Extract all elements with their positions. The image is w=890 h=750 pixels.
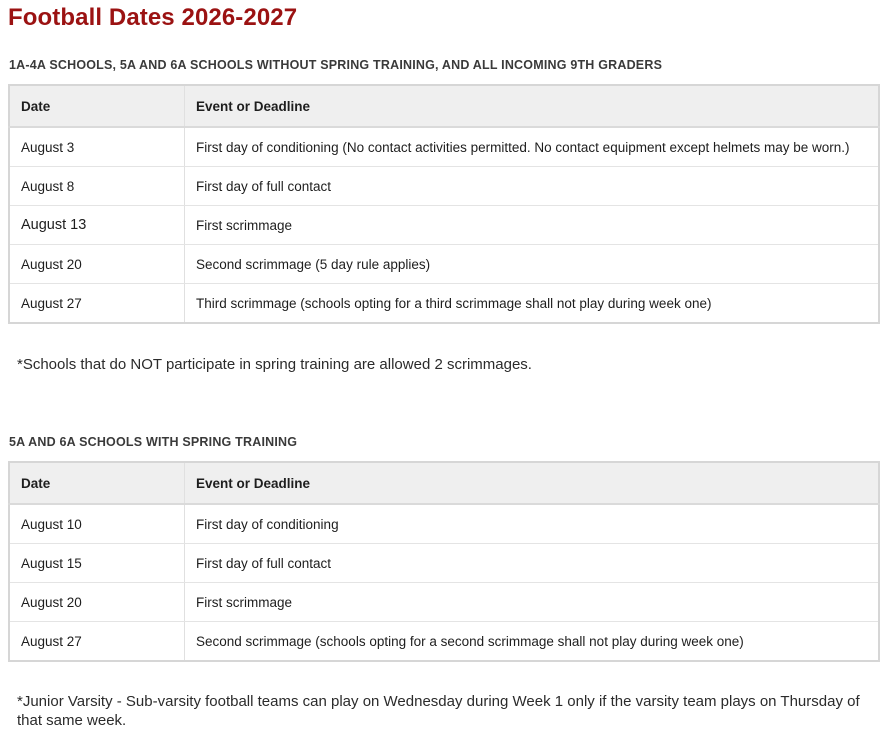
date-cell: August 15 — [9, 544, 185, 583]
event-cell: First day of conditioning — [185, 504, 880, 544]
date-cell: August 20 — [9, 583, 185, 622]
table-header-row — [9, 85, 879, 127]
table-header-row — [9, 462, 879, 504]
table-row — [9, 622, 879, 662]
table-row — [9, 127, 879, 167]
column-header-date: Date — [9, 462, 185, 504]
date-cell: August 10 — [9, 504, 185, 544]
table-row — [9, 583, 879, 622]
event-cell: Third scrimmage (schools opting for a third scrimmage shall not play during week one) — [196, 295, 712, 311]
event-cell: First day of full contact — [185, 167, 880, 206]
section-1-footnote: *Schools that do NOT participate in spring training are allowed 2 scrimmages. — [17, 356, 532, 373]
table-row — [9, 206, 879, 245]
page-title: Football Dates 2026-2027 — [8, 4, 298, 31]
date-cell: August 13 — [9, 206, 185, 245]
section-1-heading: 1A-4A SCHOOLS, 5A AND 6A SCHOOLS WITHOUT SPRING TRAINING, AND ALL INCOMING 9TH GRADERS — [9, 58, 663, 72]
column-header-event: Event or Deadline — [185, 85, 880, 127]
event-cell: First scrimmage — [185, 206, 880, 245]
date-cell: August 27 — [9, 622, 185, 662]
table-row — [9, 167, 879, 206]
event-cell: Second scrimmage (schools opting for a second scrimmage shall not play during week one) — [196, 633, 744, 649]
table-row — [9, 544, 879, 583]
column-header-event: Event or Deadline — [185, 462, 880, 504]
event-cell: Second scrimmage (5 day rule applies) — [185, 245, 880, 284]
date-cell: August 3 — [9, 127, 185, 167]
table-row — [9, 504, 879, 544]
column-header-date: Date — [9, 85, 185, 127]
date-cell: August 20 — [9, 245, 185, 284]
table-row — [9, 284, 879, 324]
event-cell: First scrimmage — [185, 583, 880, 622]
schedule-table-2 — [8, 461, 880, 662]
section-2-footnote: *Junior Varsity - Sub-varsity football teams can play on Wednesday during Week 1 only if the varsity team plays on Thursday of that same week. — [17, 693, 860, 729]
date-cell: August 8 — [9, 167, 185, 206]
date-cell: August 27 — [9, 284, 185, 324]
schedule-table-1 — [8, 84, 880, 324]
event-cell: First day of conditioning (No contact activities permitted. No contact equipment except helmets may be worn.) — [185, 127, 880, 167]
section-2-heading: 5A AND 6A SCHOOLS WITH SPRING TRAINING — [9, 435, 298, 449]
event-cell: First day of full contact — [185, 544, 880, 583]
table-row — [9, 245, 879, 284]
